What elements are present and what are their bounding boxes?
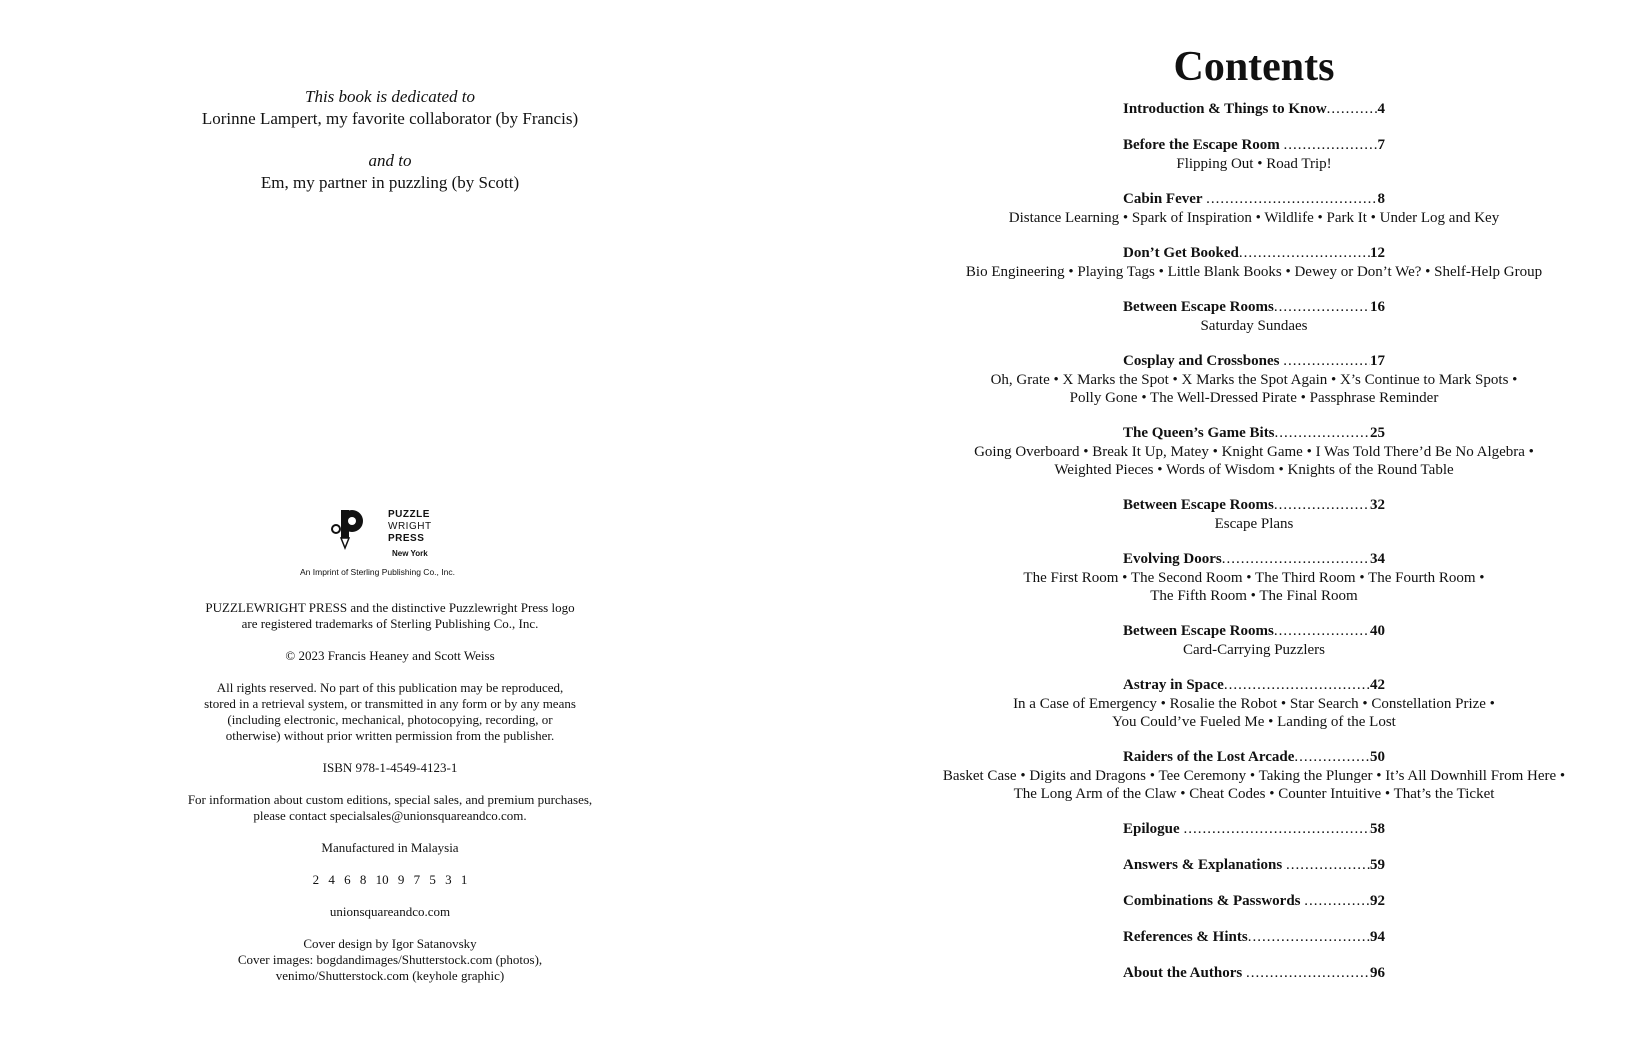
toc-page-number: 58	[1370, 821, 1385, 837]
toc-leader-dots	[1284, 136, 1378, 155]
toc-page-number: 40	[1370, 623, 1385, 639]
toc-leader-dots	[1248, 928, 1370, 947]
toc-page-number: 92	[1370, 893, 1385, 909]
toc-leader-dots	[1274, 298, 1370, 317]
toc-entry	[880, 550, 1628, 605]
dedication-block	[0, 86, 780, 130]
toc-heading	[1123, 424, 1385, 443]
logo-word-3: PRESS	[388, 533, 425, 544]
toc-subentries	[880, 515, 1628, 533]
toc-page-number: 34	[1370, 551, 1385, 567]
toc-subentry-line: Basket Case • Digits and Dragons • Tee Ceremony • Taking the Plunger • It’s All Downhill From Here •	[942, 768, 1566, 784]
toc-page-number: 16	[1370, 299, 1385, 315]
toc-heading	[1123, 352, 1385, 371]
dedication-line-scott: Em, my partner in puzzling (by Scott)	[260, 173, 520, 192]
toc-subentries	[880, 263, 1628, 281]
toc-entry	[880, 748, 1628, 803]
toc-entry-title: Answers & Explanations	[1123, 857, 1286, 873]
toc-subentries	[880, 767, 1628, 803]
toc-entry-title: Epilogue	[1123, 821, 1184, 837]
toc-subentry-line: The Fifth Room • The Final Room	[1150, 588, 1358, 604]
toc-leader-dots	[1183, 820, 1370, 839]
table-of-contents	[880, 100, 1628, 1000]
toc-heading	[1123, 100, 1385, 119]
toc-entry-title: Raiders of the Lost Arcade	[1123, 749, 1295, 765]
cover-credits: Cover design by Igor Satanovsky Cover images: bogdandimages/Shutterstock.com (photos), venimo/Shutterstock.com (keyhole graphic)	[237, 936, 543, 983]
toc-heading	[1123, 928, 1385, 947]
logo-imprint: An Imprint of Sterling Publishing Co., Inc.	[300, 567, 455, 577]
pencil-p-logo-icon	[300, 508, 380, 560]
toc-heading	[1123, 856, 1385, 875]
toc-page-number: 59	[1370, 857, 1385, 873]
toc-page-number: 12	[1370, 245, 1385, 261]
toc-heading	[1123, 136, 1385, 155]
toc-heading	[1123, 550, 1385, 569]
toc-subentry-line: Card-Carrying Puzzlers	[1182, 642, 1326, 658]
toc-leader-dots	[1283, 352, 1370, 371]
toc-subentries	[880, 443, 1628, 479]
toc-subentry-line: Flipping Out • Road Trip!	[1176, 156, 1332, 172]
toc-entry-title: Between Escape Rooms	[1123, 623, 1274, 639]
trademark-notice: PUZZLEWRIGHT PRESS and the distinctive Puzzlewright Press logo are registered trademarks of Sterling Publishing Co., Inc.	[205, 600, 575, 631]
right-page	[880, 0, 1628, 1052]
toc-page-number: 94	[1370, 929, 1385, 945]
rights-notice: All rights reserved. No part of this publication may be reproduced, stored in a retrieval system, or transmitted in any form or by any means (including electronic, mechanical, photocopying, recording, or otherwise) without prior written permission from the publisher.	[204, 680, 576, 743]
toc-entry-title: Between Escape Rooms	[1123, 299, 1274, 315]
toc-entry-title: About the Authors	[1123, 965, 1246, 981]
contents-title: Contents	[1173, 44, 1335, 90]
toc-heading	[1123, 298, 1385, 317]
toc-leader-dots	[1206, 190, 1377, 209]
logo-wordmark	[388, 509, 432, 545]
toc-entry-title: Evolving Doors	[1123, 551, 1222, 567]
print-line: 2 4 6 8 10 9 7 5 3 1	[312, 872, 468, 887]
toc-subentry-line: In a Case of Emergency • Rosalie the Robot • Star Search • Constellation Prize •	[1013, 696, 1495, 712]
toc-heading	[1123, 676, 1385, 695]
puzzlewright-logo	[300, 508, 480, 578]
toc-entry	[880, 244, 1628, 281]
dedication-line-francis: Lorinne Lampert, my favorite collaborator (by Francis)	[201, 109, 579, 128]
toc-subentry-line: Oh, Grate • X Marks the Spot • X Marks the Spot Again • X’s Continue to Mark Spots •	[990, 372, 1518, 388]
toc-entry-title: References & Hints	[1123, 929, 1248, 945]
toc-entry-title: The Queen’s Game Bits	[1123, 425, 1275, 441]
toc-leader-dots	[1286, 856, 1370, 875]
toc-page-number: 4	[1377, 101, 1385, 117]
toc-heading	[1123, 748, 1385, 767]
toc-subentry-line: The Long Arm of the Claw • Cheat Codes • Counter Intuitive • That’s the Ticket	[1013, 786, 1495, 802]
toc-subentry-line: Distance Learning • Spark of Inspiration • Wildlife • Park It • Under Log and Key	[1008, 210, 1500, 226]
isbn: ISBN 978-1-4549-4123-1	[322, 760, 458, 775]
toc-page-number: 42	[1370, 677, 1385, 693]
left-page	[0, 0, 780, 1052]
manufactured-in: Manufactured in Malaysia	[321, 840, 459, 855]
toc-leader-dots	[1294, 748, 1370, 767]
logo-word-1: PUZZLE	[388, 509, 430, 520]
toc-entry	[880, 298, 1628, 335]
toc-subentries	[880, 641, 1628, 659]
toc-entry	[880, 892, 1628, 911]
toc-subentries	[880, 317, 1628, 335]
toc-entry	[880, 964, 1628, 983]
toc-entry	[880, 928, 1628, 947]
toc-leader-dots	[1327, 100, 1378, 119]
toc-subentry-line: You Could’ve Fueled Me • Landing of the Lost	[1112, 714, 1396, 730]
dedication-intro-2: and to	[368, 151, 412, 170]
toc-subentries	[880, 695, 1628, 731]
toc-subentry-line: Going Overboard • Break It Up, Matey • Knight Game • I Was Told There’d Be No Algebra •	[974, 444, 1534, 460]
toc-heading	[1123, 496, 1385, 515]
publisher-website: unionsquareandco.com	[329, 904, 451, 919]
toc-subentries	[880, 569, 1628, 605]
toc-page-number: 50	[1370, 749, 1385, 765]
toc-subentry-line: Polly Gone • The Well-Dressed Pirate • Passphrase Reminder	[1069, 390, 1439, 406]
toc-entry-title: Cosplay and Crossbones	[1123, 353, 1284, 369]
toc-entry-title: Don’t Get Booked	[1123, 245, 1239, 261]
toc-subentries	[880, 371, 1628, 407]
toc-subentry-line: Bio Engineering • Playing Tags • Little Blank Books • Dewey or Don’t We? • Shelf-Help Group	[965, 264, 1543, 280]
sales-info: For information about custom editions, special sales, and premium purchases, please contact specialsales@unionsquareandco.com.	[187, 792, 593, 823]
toc-entry	[880, 352, 1628, 407]
toc-leader-dots	[1239, 244, 1370, 263]
toc-entry	[880, 856, 1628, 875]
toc-entry	[880, 424, 1628, 479]
toc-subentry-line: The First Room • The Second Room • The Third Room • The Fourth Room •	[1023, 570, 1485, 586]
toc-leader-dots	[1274, 622, 1370, 641]
toc-leader-dots	[1275, 424, 1370, 443]
toc-entry	[880, 496, 1628, 533]
toc-entry	[880, 100, 1628, 119]
logo-word-2: WRIGHT	[388, 521, 432, 532]
toc-entry-title: Before the Escape Room	[1123, 137, 1284, 153]
toc-leader-dots	[1274, 496, 1370, 515]
toc-heading	[1123, 622, 1385, 641]
toc-subentry-line: Weighted Pieces • Words of Wisdom • Knights of the Round Table	[1054, 462, 1454, 478]
toc-leader-dots	[1224, 676, 1370, 695]
toc-entry	[880, 190, 1628, 227]
toc-entry	[880, 622, 1628, 659]
toc-entry	[880, 820, 1628, 839]
toc-subentries	[880, 209, 1628, 227]
toc-entry	[880, 676, 1628, 731]
toc-subentry-line: Escape Plans	[1214, 516, 1294, 532]
toc-page-number: 17	[1370, 353, 1385, 369]
toc-entry-title: Combinations & Passwords	[1123, 893, 1305, 909]
toc-page-number: 8	[1377, 191, 1385, 207]
toc-entry-title: Cabin Fever	[1123, 191, 1207, 207]
toc-heading	[1123, 244, 1385, 263]
copyright-block	[170, 600, 610, 1000]
dedication-intro: This book is dedicated to	[305, 87, 475, 106]
toc-page-number: 25	[1370, 425, 1385, 441]
toc-heading	[1123, 964, 1385, 983]
toc-entry-title: Introduction & Things to Know	[1123, 101, 1327, 117]
dedication-block-2	[0, 150, 780, 194]
toc-leader-dots	[1246, 964, 1370, 983]
toc-subentry-line: Saturday Sundaes	[1200, 318, 1308, 334]
toc-heading	[1123, 190, 1385, 209]
toc-leader-dots	[1304, 892, 1370, 911]
toc-page-number: 32	[1370, 497, 1385, 513]
toc-entry-title: Between Escape Rooms	[1123, 497, 1274, 513]
toc-heading	[1123, 820, 1385, 839]
toc-page-number: 7	[1377, 137, 1385, 153]
toc-heading	[1123, 892, 1385, 911]
toc-entry-title: Astray in Space	[1123, 677, 1224, 693]
toc-page-number: 96	[1370, 965, 1385, 981]
logo-city: New York	[392, 549, 428, 558]
toc-entry	[880, 136, 1628, 173]
toc-leader-dots	[1222, 550, 1370, 569]
copyright-notice: © 2023 Francis Heaney and Scott Weiss	[285, 648, 495, 663]
toc-subentries	[880, 155, 1628, 173]
